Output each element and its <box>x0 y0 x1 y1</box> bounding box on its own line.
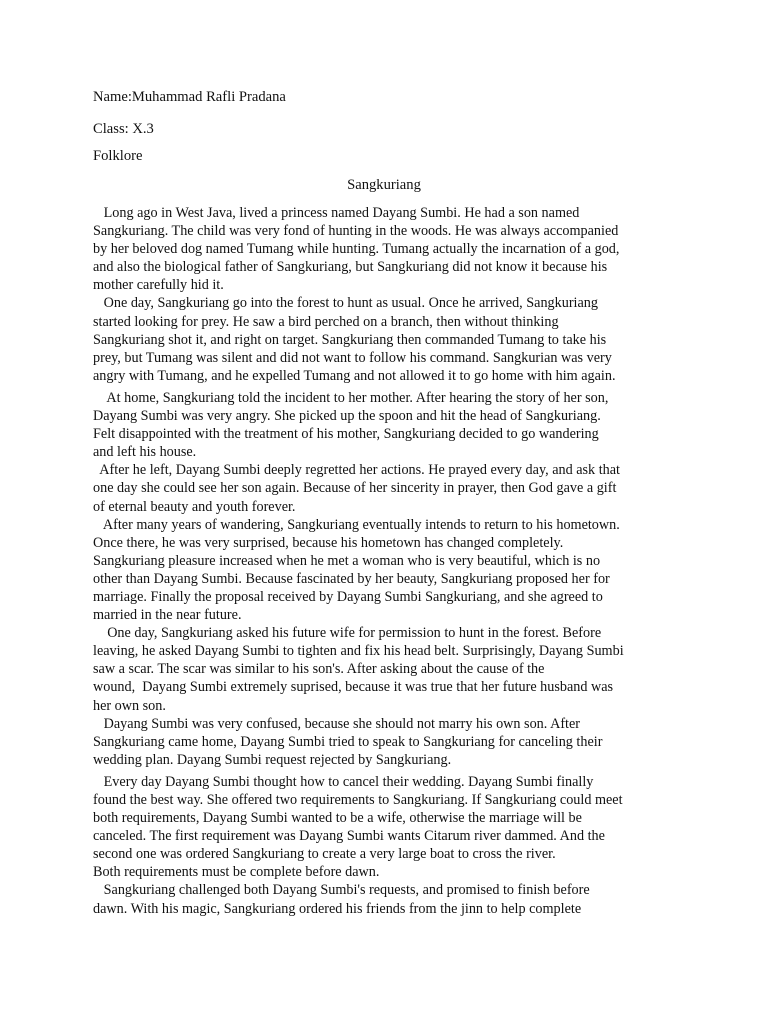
class-line: Class: X.3 <box>93 121 154 137</box>
story-line: started looking for prey. He saw a bird perched on a branch, then without thinking <box>93 313 559 330</box>
story-line: leaving, he asked Dayang Sumbi to tighten and fix his head belt. Surprisingly, Dayang Sumbi <box>93 643 624 660</box>
story-line: Dayang Sumbi was very confused, because she should not marry his own son. After <box>93 715 581 732</box>
story-line: of eternal beauty and youth forever. <box>93 498 296 515</box>
story-line: Long ago in West Java, lived a princess named Dayang Sumbi. He had a son named <box>93 205 580 221</box>
story-line: Dayang Sumbi was very angry. She picked up the spoon and hit the head of Sangkuriang. <box>93 408 601 425</box>
story-line: other than Dayang Sumbi. Because fascinated by her beauty, Sangkuriang proposed her for <box>93 570 610 587</box>
story-line: Both requirements must be complete before dawn. <box>93 864 380 881</box>
story-line: Sangkuriang challenged both Dayang Sumbi's requests, and promised to finish before <box>93 882 590 899</box>
story-line: one day she could see her son again. Because of her sincerity in prayer, then God gave a gift <box>93 480 617 497</box>
story-line: both requirements, Dayang Sumbi wanted to be a wife, otherwise the marriage will be <box>93 810 582 827</box>
story-line: Felt disappointed with the treatment of his mother, Sangkuriang decided to go wandering <box>93 426 599 443</box>
story-line: and left his house. <box>93 444 197 461</box>
story-line: married in the near future. <box>93 607 242 624</box>
story-line: Sangkuriang pleasure increased when he met a woman who is very beautiful, which is no <box>93 552 601 569</box>
story-line: mother carefully hid it. <box>93 277 224 294</box>
genre-line: Folklore <box>93 148 143 164</box>
story-line: At home, Sangkuriang told the incident to her mother. After hearing the story of her son, <box>93 389 609 406</box>
story-line: prey, but Tumang was silent and did not want to follow his command. Sangkurian was very <box>93 349 612 366</box>
story-line: One day, Sangkuriang asked his future wife for permission to hunt in the forest. Before <box>93 625 602 642</box>
story-line: Every day Dayang Sumbi thought how to cancel their wedding. Dayang Sumbi finally <box>93 773 594 790</box>
story-line: Sangkuriang came home, Dayang Sumbi tried to speak to Sangkuriang for canceling their <box>93 733 603 750</box>
story-line: After he left, Dayang Sumbi deeply regretted her actions. He prayed every day, and ask that <box>93 462 620 479</box>
story-line: wedding plan. Dayang Sumbi request rejected by Sangkuriang. <box>93 751 452 768</box>
story-line: marriage. Finally the proposal received by Dayang Sumbi Sangkuriang, and she agreed to <box>93 588 603 605</box>
student-name-line: Name:Muhammad Rafli Pradana <box>93 89 286 105</box>
story-line: found the best way. She offered two requirements to Sangkuriang. If Sangkuriang could meet <box>93 792 623 808</box>
story-line: her own son. <box>93 697 166 714</box>
story-line: One day, Sangkuriang go into the forest to hunt as usual. Once he arrived, Sangkuriang <box>93 295 598 312</box>
story-body <box>93 204 683 918</box>
story-line: Sangkuriang. The child was very fond of hunting in the woods. He was always accompanied <box>93 223 619 240</box>
story-line: Sangkuriang shot it, and right on target. Sangkuriang then commanded Tumang to take his <box>93 331 607 348</box>
story-line: Once there, he was very surprised, because his hometown has changed completely. <box>93 534 564 551</box>
story-line: dawn. With his magic, Sangkuriang ordered his friends from the jinn to help complete <box>93 900 582 917</box>
story-line: by her beloved dog named Tumang while hunting. Tumang actually the incarnation of a god, <box>93 241 620 258</box>
story-title: Sangkuriang <box>347 177 421 193</box>
story-line: and also the biological father of Sangkuriang, but Sangkuriang did not know it because his <box>93 259 608 276</box>
story-line: canceled. The first requirement was Dayang Sumbi wants Citarum river dammed. And the <box>93 828 605 845</box>
story-line: wound, Dayang Sumbi extremely suprised, because it was true that her future husband was <box>93 679 614 696</box>
story-line: angry with Tumang, and he expelled Tumang and not allowed it to go home with him again. <box>93 367 616 384</box>
story-line: saw a scar. The scar was similar to his son's. After asking about the cause of the <box>93 661 545 678</box>
story-line: After many years of wandering, Sangkuriang eventually intends to return to his hometown. <box>93 516 620 533</box>
story-line: second one was ordered Sangkuriang to create a very large boat to cross the river. <box>93 846 556 863</box>
